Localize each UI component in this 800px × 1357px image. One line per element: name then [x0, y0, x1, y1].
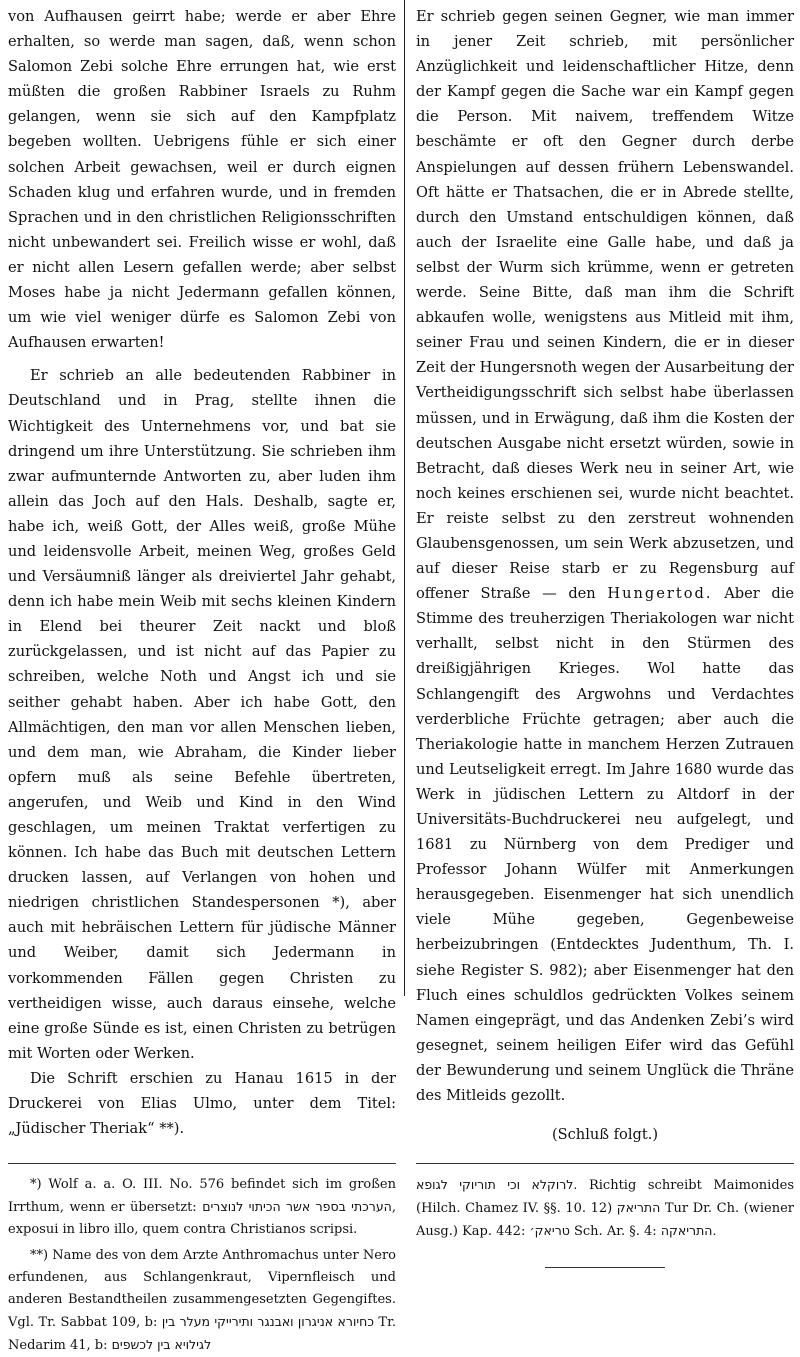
right-footnote-text-a: Richtig schreibt Maimonides (Hilch. Chamez IV. §§. 10. 12)	[416, 1178, 795, 1217]
end-rule	[545, 1267, 665, 1268]
right-footnote-hebrew-3: טריאק׳	[529, 1223, 570, 1239]
left-paragraph-3: Die Schrift erschien zu Hanau 1615 in der Druckerei von Elias Ulmo, unter dem Titel: „Jüdischer Theriak“ **).	[8, 1069, 396, 1138]
footnote-separator	[8, 1163, 396, 1164]
right-paragraph-1	[416, 4, 794, 1108]
footnote-2-text-a: **) Name des von dem Arzte Anthromachus unter Nero erfundenen, aus Schlangenkraut, Vipernfleisch und anderen Bestandtheilen zusammengesetzten Gegengiftes. Vgl. Tr. Sabbat 109, b:	[8, 1248, 396, 1331]
right-footnote-text-c: Sch. Ar. §. 4:	[574, 1224, 657, 1240]
left-paragraph-1: von Aufhausen geirrt habe; werde er aber Ehre erhalten, so werde man sagen, daß, wenn schon Salomon Zebi solche Ehre errungen hat, wie erst müßten die großen Rabbiner Israels zu Ruhm gelangen, wenn sie sich auf den Kampfplatz begeben wollten. Uebrigens fühle er sich einer solchen Arbeit gewachsen, weil er durch eignen Schaden klug und erfahren wurde, und in fremden Sprachen und in den christlichen Religionsschriften nicht unbewandert sei. Freilich wisse er wohl, daß er nicht allen Lesern gefallen werde; aber selbst Moses habe ja nicht Jedermann gefallen können, um wie viel weniger dürfe es Salomon Zebi von Aufhausen erwarten!	[8, 8, 396, 352]
footnote-1-text-b: , exposui in libro illo, quem contra Christianos scripsi.	[8, 1200, 396, 1238]
footnote-1-hebrew: הערכתי בספר אשר הכיתוי לנוצרים	[202, 1199, 392, 1215]
right-footnote-hebrew-2: התריאק	[616, 1200, 661, 1216]
right-footnote	[416, 1174, 794, 1243]
continued-notice: (Schluß folgt.)	[551, 1126, 659, 1144]
footnote-1-text-a: *) Wolf a. a. O. III. No. 576 befindet sich im großen Irrthum, wenn er übersetzt:	[8, 1177, 396, 1216]
right-footnote-hebrew-1: לרוקלא וכי תוריוקי לגופא.	[416, 1177, 578, 1193]
right-paragraph-1-spaced: Hungertod.	[607, 585, 713, 603]
footnote-2-hebrew-3: לגילויא בין לכשפים	[111, 1337, 212, 1353]
right-column	[416, 4, 794, 1268]
right-footnote-hebrew-4: התריאקה.	[660, 1223, 717, 1239]
footnote-2-hebrew-2: כחיורא	[337, 1314, 374, 1330]
footnote-2	[8, 1245, 396, 1357]
column-rule	[404, 0, 405, 996]
footnote-2-text-b: Tr. Nedarim 41, b:	[8, 1315, 396, 1354]
left-column	[8, 4, 396, 1357]
footnote-1	[8, 1174, 396, 1241]
right-footnote-text-b: Tur Dr. Ch. (wiener Ausg.) Kap. 442:	[416, 1201, 795, 1240]
footnote-2-hebrew-1: אניגרון ואבנגר ותירייקי מעלר בין	[161, 1314, 334, 1330]
right-paragraph-1-text: Er schrieb gegen seinen Gegner, wie man immer in jener Zeit schrieb, mit persönlicher Anzüglichkeit und leidenschaftlicher Hitze, denn der Kampf gegen die Sache war ein Kampf gegen die Person. Mit naivem, treffendem Witze beschämte er oft den Gegner durch derbe Anspielungen auf dessen frühern Lebenswandel. Oft hätte er Thatsachen, die er in Abrede stellte, durch den Umstand entschuldigen können, daß auch der Israelite eine Galle habe, und daß ja selbst der Wurm sich krümme, wenn er getreten werde. Seine Bitte, daß man ihm die Schrift abkaufen wolle, wenigstens aus Mitleid mit ihm, seiner Frau und seinen Kindern, die er in dieser Zeit der Hungersnoth wegen der Ausarbeitung der Vertheidigungsschrift sich selbst habe überlassen müssen, und in Erwägung, daß ihm die Kosten der deutschen Ausgabe nicht ersetzt würden, sowie in Betracht, daß dieses Werk neu in seiner Art, wie noch keines erschienen sei, wurde nicht beachtet. Er reiste selbst zu den zerstreut wohnenden Glaubensgenossen, um sein Werk abzusetzen, und auf dieser Reise starb er zu Regensburg auf offener Straße — den	[416, 8, 794, 603]
right-footnote-separator	[416, 1163, 794, 1164]
right-paragraph-1-end: Aber die Stimme des treuherzigen Theriakologen war nicht verhallt, selbst nicht in den Stürmen des dreißigjährigen Krieges. Wol hatte das Schlangengift des Argwohns und Verdachtes verderbliche Früchte getragen; aber auch die Theriakologie hatte in manchem Herzen Zutrauen und Leutseligkeit erregt. Im Jahre 1680 wurde das Werk in jüdischen Lettern zu Altdorf in der Universitäts-Buchdruckerei neu aufgelegt, und 1681 zu Nürnberg von dem Prediger und Professor Johann Wülfer mit Anmerkungen herausgegeben. Eisenmenger hat sich unendlich viele Mühe gegeben, Gegenbeweise herbeizubringen (Entdecktes Judenthum, Th. I. siehe Register S. 982); aber Eisenmenger hat den Fluch eines schuldlos gedrückten Volkes seinem Namen eingeprägt, und das Andenken Zebi’s wird gesegnet, seinem heiligen Eifer wird das Gefühl der Bewunderung und seinem Unglück die Thräne des Mitleids gezollt.	[416, 585, 794, 1105]
left-paragraph-2: Er schrieb an alle bedeutenden Rabbiner in Deutschland und in Prag, stellte ihnen die Wichtigkeit des Unternehmens vor, und bat sie dringend um ihre Unterstützung. Sie schrieben ihm zwar aufmunternde Antworten zu, aber luden ihm allein das Joch auf den Hals. Deshalb, sagte er, habe ich, weiß Gott, der Alles weiß, große Mühe und leidensvolle Arbeit, meinen Weg, großes Geld und Versäumniß länger als dreiviertel Jahr gehabt, denn ich habe mein Weib mit sechs kleinen Kindern in Elend bei theurer Zeit nackt und bloß zurückgelassen, und ist nicht auf das Papier zu schreiben, welche Noth und Angst ich und sie seither gehabt haben. Aber ich habe Gott, den Allmächtigen, den man vor allen Menschen lieben, und dem man, wie Abraham, die Kinder lieber opfern muß als seine Befehle übertreten, angerufen, und Weib und Kind in den Wind geschlagen, um meinen Traktat verfertigen zu können. Ich habe das Buch mit deutschen Lettern drucken lassen, auf Verlangen von hohen und niedrigen christlichen Standespersonen *), aber auch mit hebräischen Lettern für jüdische Männer und Weiber, damit sich Jedermann in vorkommenden Fällen gegen Christen zu vertheidigen wisse, auch daraus einsehe, welche eine große Sünde es ist, einen Christen zu betrügen mit Worten oder Werken.	[8, 367, 396, 1062]
